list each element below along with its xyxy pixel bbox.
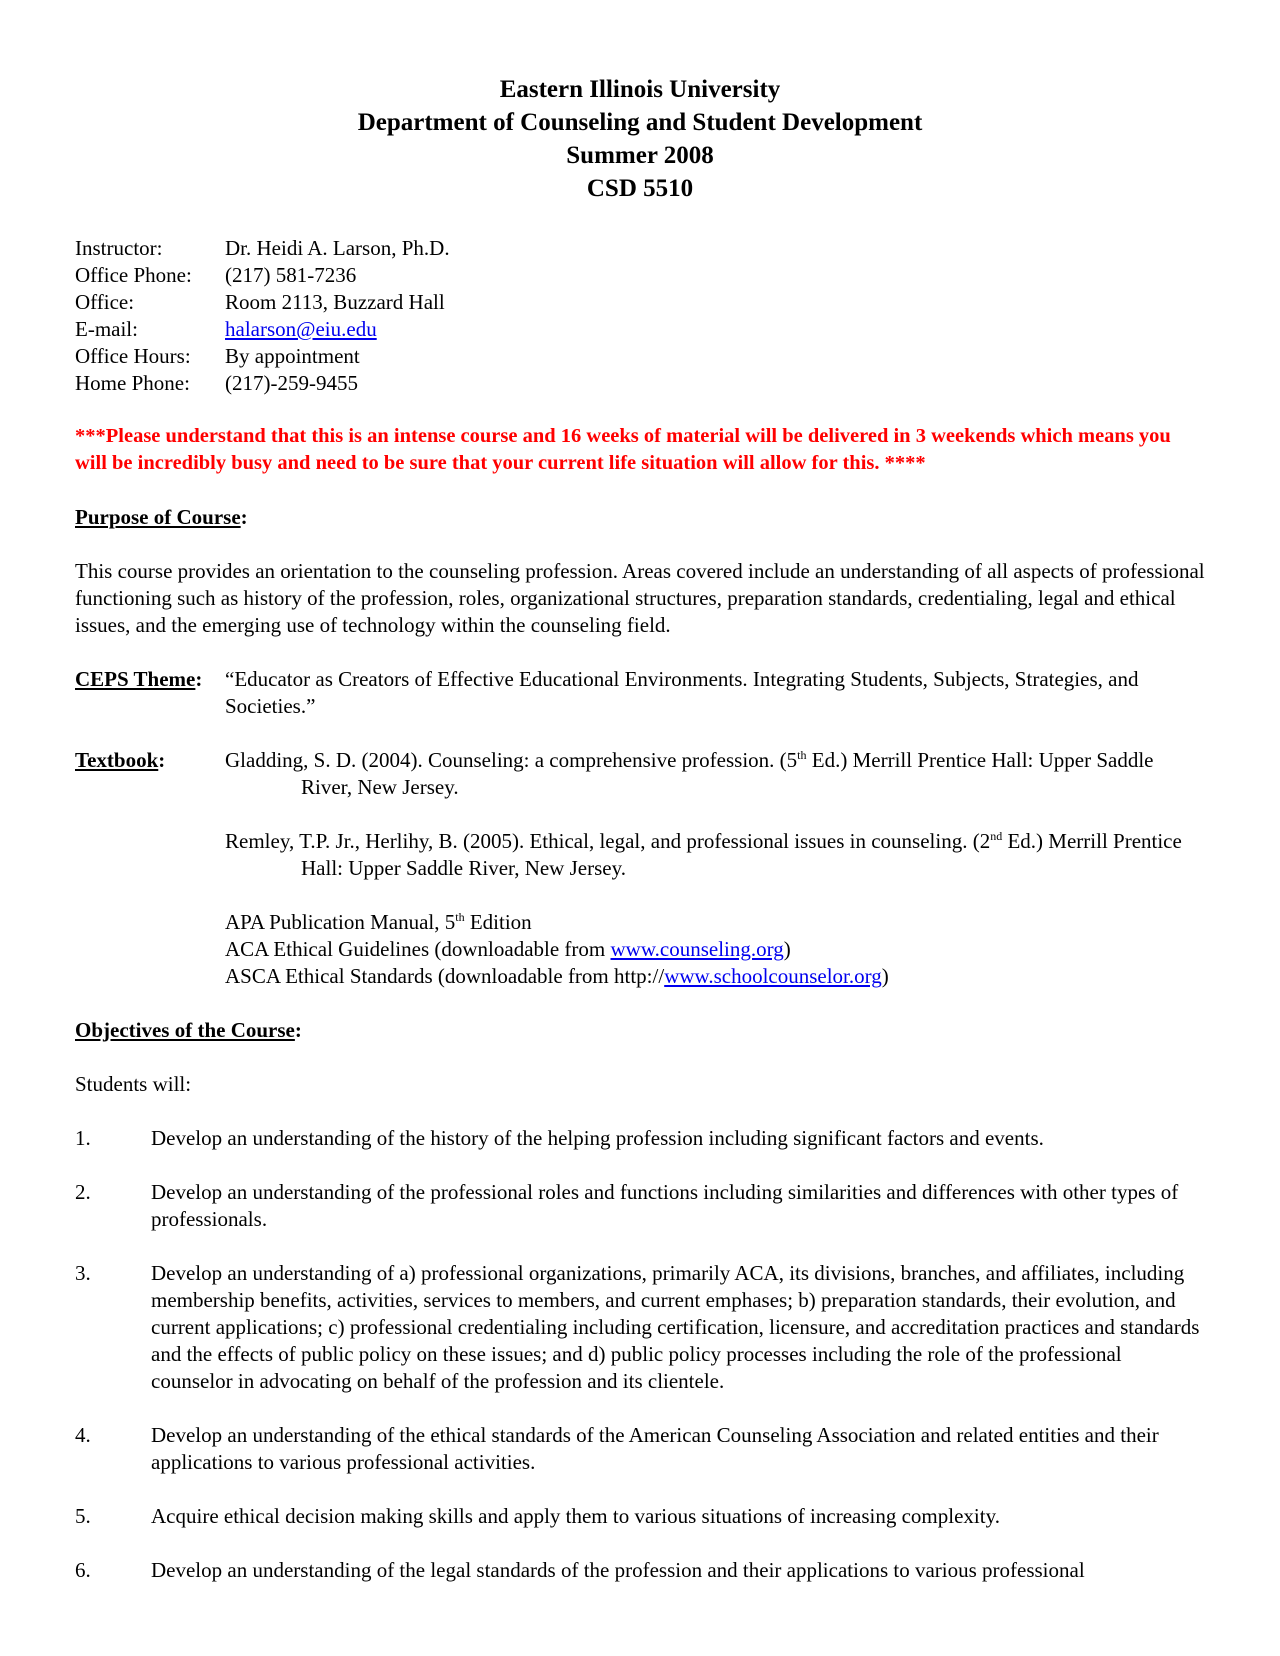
- ceps-text: “Educator as Creators of Effective Educational Environments. Integrating Students, Subjects, Strategies, and Societies.”: [225, 667, 1139, 718]
- objective-number: 1.: [75, 1126, 91, 1150]
- citation-text: Ed.) Merrill Prentice Hall: Upper Saddle River, New Jersey.: [301, 829, 1182, 880]
- course-code: CSD 5510: [586, 175, 694, 202]
- ceps-label-wrap: CEPS Theme:: [75, 667, 203, 691]
- objective-item: [75, 1422, 1205, 1476]
- resource-text: ASCA Ethical Standards (downloadable from http://: [225, 964, 665, 988]
- info-value: Dr. Heidi A. Larson, Ph.D.: [225, 236, 450, 260]
- objective-text: Develop an understanding of the legal standards of the profession and their applications to various professional: [151, 1558, 1085, 1582]
- objective-number: 5.: [75, 1504, 91, 1528]
- resource-text: ): [881, 964, 889, 988]
- objective-number: 3.: [75, 1261, 91, 1285]
- info-value: (217) 581-7236: [225, 263, 357, 287]
- objective-text: Acquire ethical decision making skills and apply them to various situations of increasing complexity.: [151, 1504, 1000, 1528]
- objectives-heading-text: Objectives of the Course: [75, 1018, 295, 1042]
- objective-text: Develop an understanding of the ethical standards of the American Counseling Association and related entities and their applications to various professional activities.: [151, 1423, 1159, 1474]
- info-row: [75, 316, 450, 343]
- textbook-section: [75, 747, 1205, 990]
- document-header: [0, 73, 1280, 205]
- textbook-entry: [225, 828, 1205, 882]
- counseling-org-link[interactable]: www.counseling.org: [610, 937, 784, 961]
- purpose-text: This course provides an orientation to the counseling profession. Areas covered include an understanding of all aspects of professional functioning such as history of the profession, roles, organizational structures, preparation standards, credentialing, legal and ethical issues, and the emerging use of technology within the counseling field.: [75, 559, 1205, 637]
- info-label: Office Hours:: [75, 344, 191, 368]
- info-row: [75, 235, 450, 262]
- objectives-heading: Objectives of the Course:: [75, 1018, 302, 1042]
- ceps-label: CEPS Theme: [75, 667, 196, 691]
- resource-text: ): [783, 937, 791, 961]
- superscript: nd: [990, 829, 1003, 843]
- purpose-heading: Purpose of Course:: [75, 505, 248, 529]
- info-label: Office Phone:: [75, 263, 192, 287]
- superscript: th: [797, 748, 807, 762]
- info-value: Room 2113, Buzzard Hall: [225, 290, 445, 314]
- objective-item: [75, 1503, 1205, 1530]
- apa-manual: [225, 909, 1205, 936]
- schoolcounselor-org-link[interactable]: www.schoolcounselor.org: [664, 964, 882, 988]
- objective-number: 6.: [75, 1558, 91, 1582]
- info-label: Instructor:: [75, 236, 163, 260]
- resource-text: APA Publication Manual, 5: [225, 910, 456, 934]
- info-row: [75, 262, 450, 289]
- resource-text: ACA Ethical Guidelines (downloadable from: [225, 937, 611, 961]
- ceps-theme: [75, 666, 1205, 720]
- textbook-label-wrap: Textbook:: [75, 748, 166, 772]
- objective-text: Develop an understanding of the history of the helping profession including significant factors and events.: [151, 1126, 1044, 1150]
- superscript: th: [455, 910, 465, 924]
- objective-text: Develop an understanding of a) professional organizations, primarily ACA, its divisions, branches, and affiliates, including membership benefits, activities, services to members, and current emphases; b) preparation standards, their evolution, and current applications; c) professional credentialing including certification, licensure, and accreditation practices and standards and the effects of public policy on these issues; and d) public policy processes including the role of the professional counselor in advocating on behalf of the profession and its clientele.: [151, 1261, 1200, 1393]
- warning-notice: ***Please understand that this is an intense course and 16 weeks of material will be delivered in 3 weekends which means you will be incredibly busy and need to be sure that your current life situation will allow for this. ****: [75, 425, 1171, 474]
- info-row: [75, 370, 450, 397]
- term: Summer 2008: [566, 142, 714, 169]
- objective-text: Develop an understanding of the professional roles and functions including similarities and differences with other types of professionals.: [151, 1180, 1179, 1231]
- purpose-heading-text: Purpose of Course: [75, 505, 241, 529]
- textbook-entry: [225, 747, 1205, 801]
- objective-item: [75, 1125, 1205, 1152]
- email-link[interactable]: halarson@eiu.edu: [225, 317, 377, 341]
- objective-number: 4.: [75, 1423, 91, 1447]
- asca-standards: [225, 963, 1205, 990]
- citation-text: Ed.) Merrill Prentice Hall: Upper Saddle River, New Jersey.: [301, 748, 1154, 799]
- info-label: Office:: [75, 290, 135, 314]
- objective-item: [75, 1179, 1205, 1233]
- aca-guidelines: [225, 936, 1205, 963]
- instructor-info: [75, 235, 450, 397]
- objective-item: [75, 1260, 1205, 1395]
- citation-text: Gladding, S. D. (2004). Counseling: a comprehensive profession. (5: [225, 748, 798, 772]
- textbook-list: [225, 747, 1205, 990]
- citation-text: Remley, T.P. Jr., Herlihy, B. (2005). Ethical, legal, and professional issues in counseling. (2: [225, 829, 991, 853]
- objective-item: [75, 1557, 1205, 1584]
- objective-number: 2.: [75, 1180, 91, 1204]
- resource-text: Edition: [464, 910, 532, 934]
- department-name: Department of Counseling and Student Development: [357, 109, 923, 136]
- info-row: [75, 289, 450, 316]
- info-label: Home Phone:: [75, 371, 190, 395]
- info-value: By appointment: [225, 344, 360, 368]
- objectives-intro: Students will:: [75, 1072, 192, 1096]
- university-name: Eastern Illinois University: [499, 76, 781, 103]
- textbook-label: Textbook: [75, 748, 159, 772]
- info-row: [75, 343, 450, 370]
- info-value: (217)-259-9455: [225, 371, 358, 395]
- info-label: E-mail:: [75, 317, 138, 341]
